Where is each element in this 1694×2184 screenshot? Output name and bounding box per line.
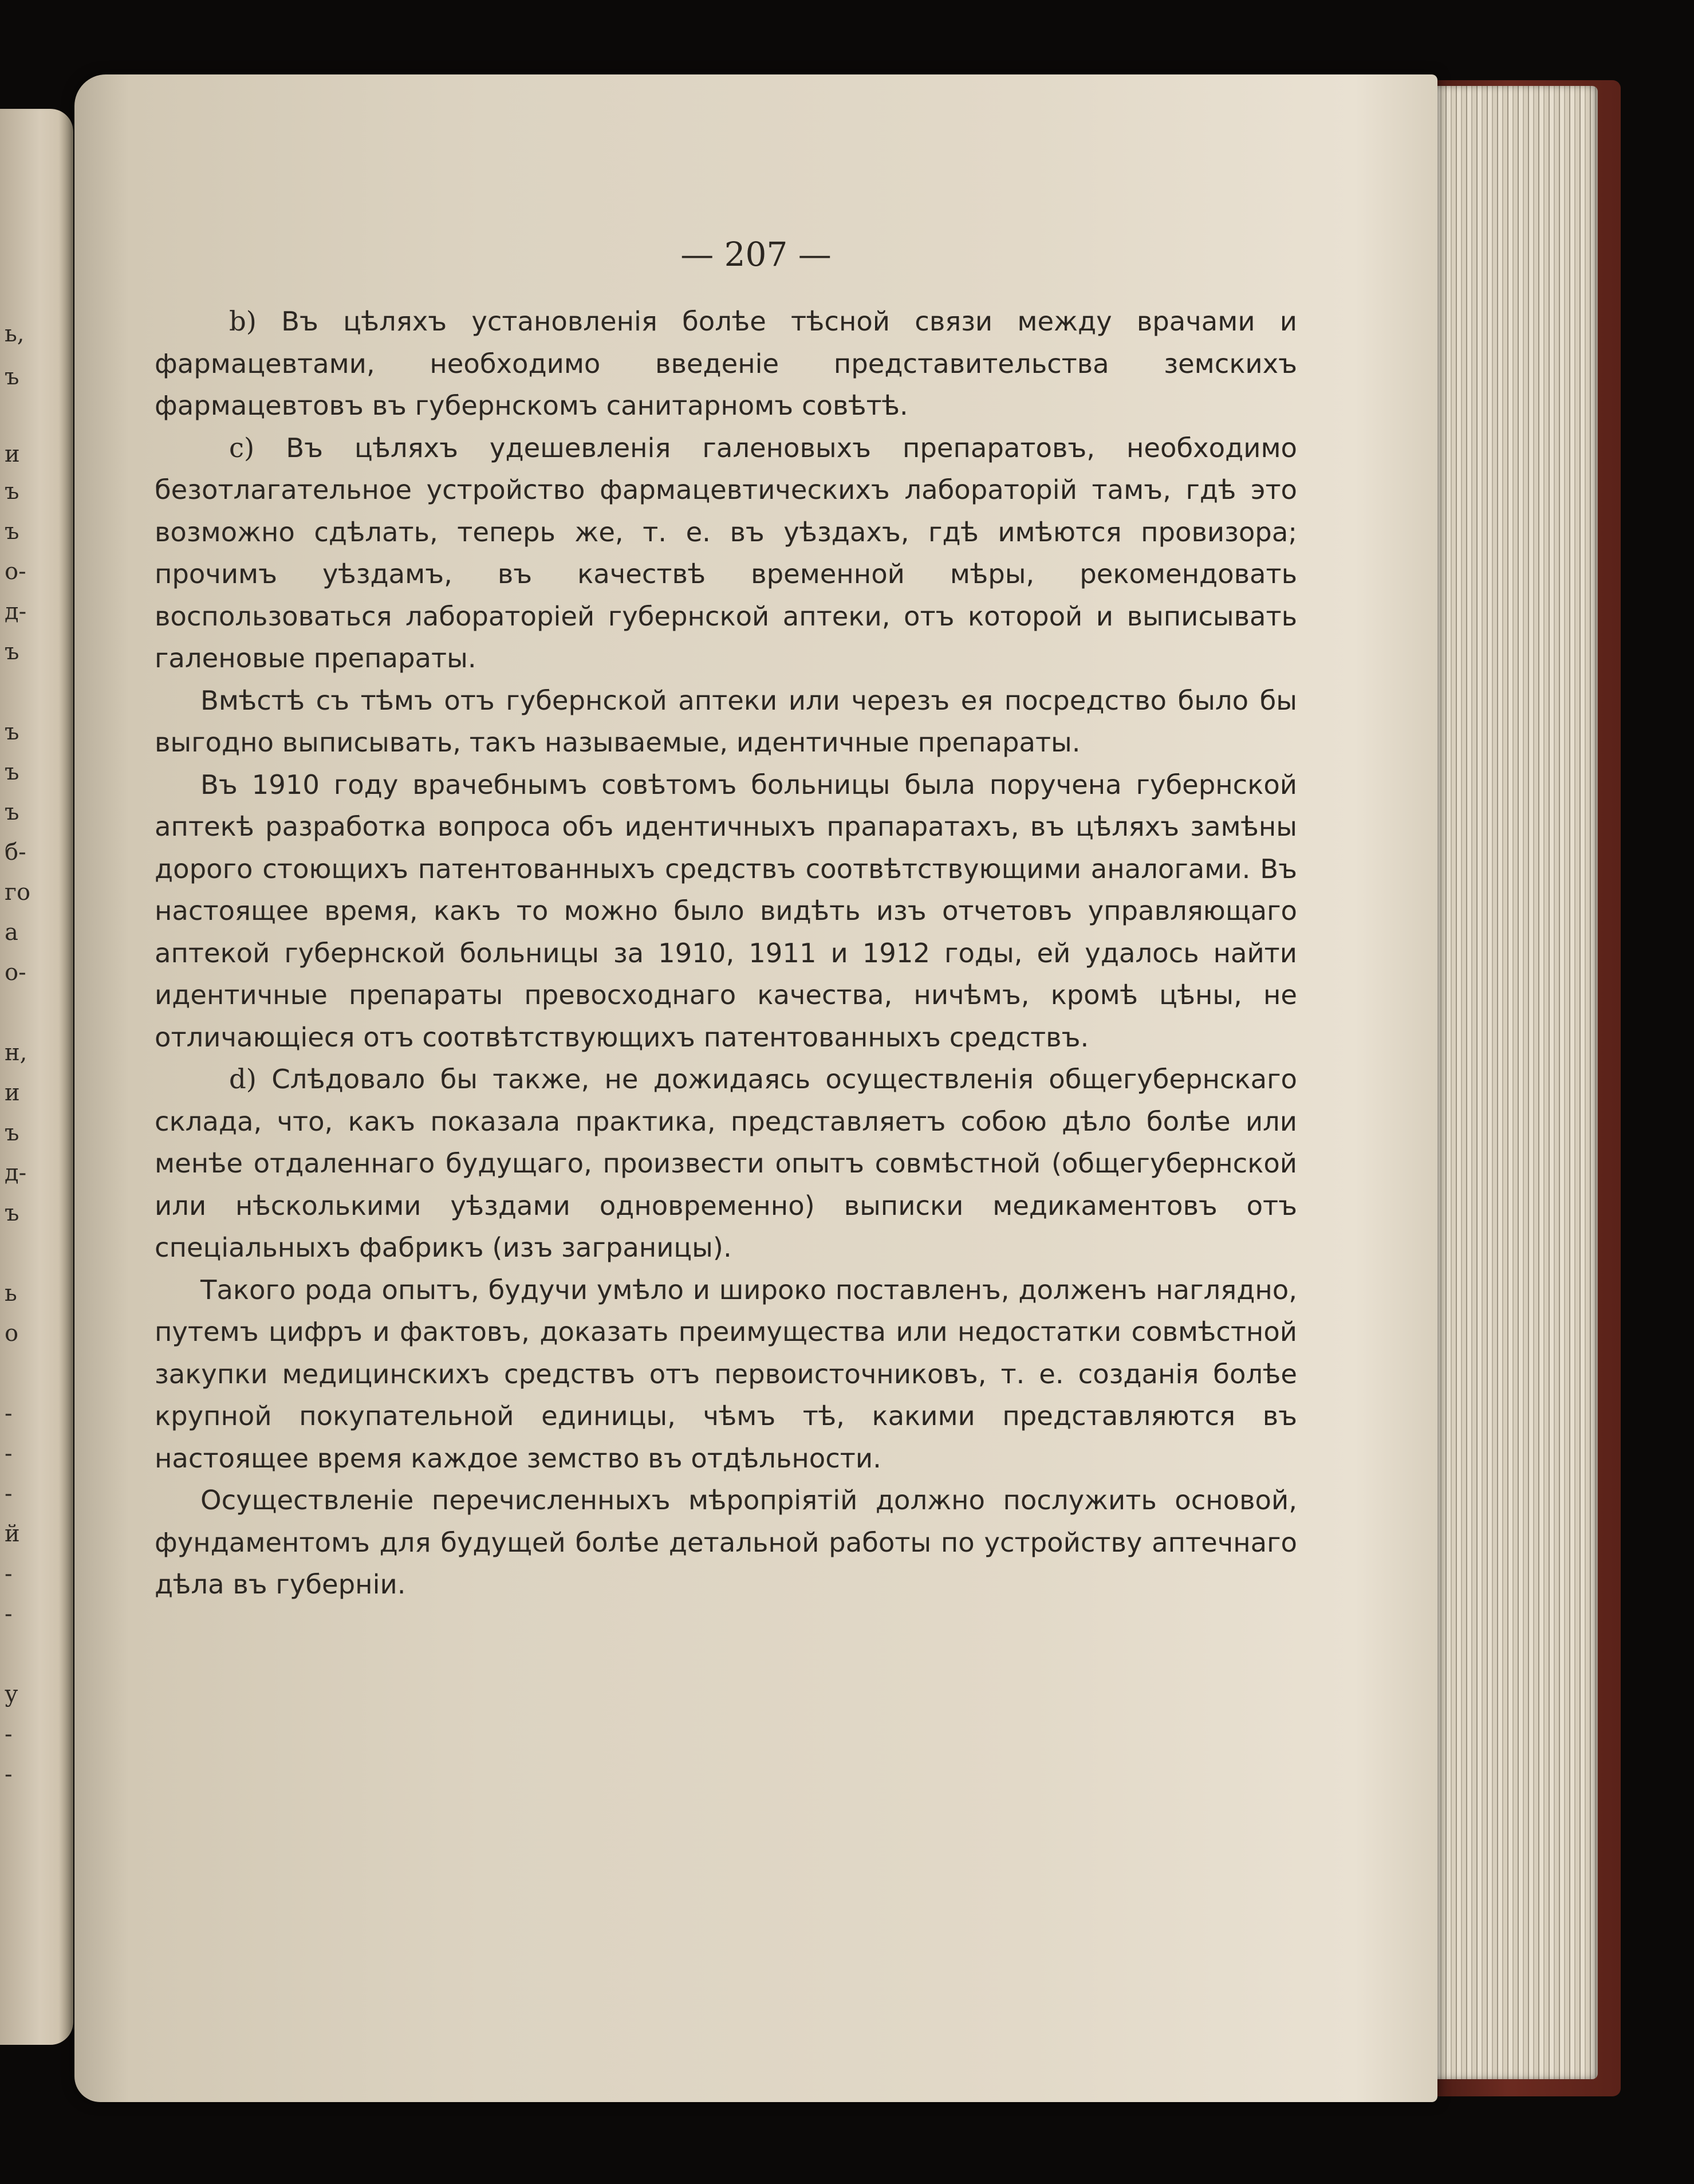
left-facing-page	[0, 109, 73, 2045]
left-page-fragment: у	[5, 1681, 18, 1707]
page-edges	[1426, 86, 1598, 2079]
left-page-fragment: д-	[5, 599, 27, 625]
left-page-fragment: -	[5, 1441, 13, 1467]
paragraph-text: Въ 1910 году врачебнымъ совѣтомъ больницы была поручена губернской аптекѣ разработка вопроса объ идентичныхъ прапаратахъ, въ цѣляхъ замѣны дорого стоющихъ патентованныхъ средствъ соотвѣтствующими аналогами. Въ настоящее время, какъ то можно было видѣть изъ отчетовъ управляющаго аптекой губернской больницы за 1910, 1911 и 1912 годы, ей удалось найти идентичные препараты превосходнаго качества, ничѣмъ, кромѣ цѣны, не отличающіеся отъ соотвѣтствующихъ патентованныхъ средствъ.	[155, 769, 1297, 1053]
paragraph	[155, 1479, 1297, 1606]
left-page-fragment: ъ	[5, 1200, 19, 1226]
left-page-fragment: ъ	[5, 639, 19, 665]
left-page-fragment: ь,	[5, 321, 25, 347]
page-number-header: — 207 —	[680, 235, 832, 274]
paragraph	[155, 1269, 1297, 1480]
paragraph-c	[155, 427, 1297, 680]
left-page-fragment: и	[5, 441, 20, 467]
book-page	[74, 74, 1437, 2102]
left-page-fragment: го	[5, 879, 31, 906]
left-page-fragment: ъ	[5, 518, 19, 545]
left-page-fragment: ь	[5, 1280, 17, 1307]
left-page-fragment: б-	[5, 839, 26, 865]
left-page-fragment: -	[5, 1481, 13, 1507]
left-page-fragment: и	[5, 1080, 20, 1106]
left-page-fragment: ъ	[5, 759, 19, 785]
left-page-fragment: -	[5, 1561, 13, 1587]
list-marker: c)	[229, 432, 255, 463]
paragraph-text: Слѣдовало бы также, не дожидаясь осуществленія общегубернскаго склада, что, какъ показала практика, представляетъ собою дѣло болѣе или менѣе отдаленнаго будущаго, произвести опытъ совмѣстной (общегубернской или нѣсколькими уѣздами одновременно) выписки медикаментовъ отъ спеціальныхъ фабрикъ (изъ заграницы).	[155, 1064, 1298, 1263]
left-page-fragment: н,	[5, 1040, 27, 1066]
left-page-fragment: -	[5, 1761, 13, 1788]
left-page-fragment: о	[5, 1320, 19, 1347]
left-page-fragment: о-	[5, 959, 26, 986]
paragraph-b	[155, 301, 1297, 427]
left-page-fragment: ъ	[5, 1120, 19, 1146]
paragraph-d	[155, 1058, 1297, 1269]
list-marker: b)	[229, 306, 257, 337]
paragraph-text: Въ цѣляхъ удешевленія галеновыхъ препаратовъ, необходимо безотлагательное устройство фармацевтическихъ лабораторій тамъ, гдѣ это возможно сдѣлать, теперь же, т. е. въ уѣздахъ, гдѣ имѣются провизора; прочимъ уѣздамъ, въ качествѣ временной мѣры, рекомендовать воспользоваться лабораторіей губернской аптеки, отъ которой и выписывать галеновые препараты.	[155, 432, 1298, 674]
paragraph-text: Вмѣстѣ съ тѣмъ отъ губернской аптеки или черезъ ея посредство было бы выгодно выписывать, такъ называемые, идентичные препараты.	[155, 684, 1297, 758]
left-page-fragment: ъ	[5, 719, 19, 745]
list-marker: d)	[229, 1064, 257, 1095]
paragraph-text: Такого рода опытъ, будучи умѣло и широко поставленъ, долженъ наглядно, путемъ цифръ и фактовъ, доказать преимущества или недостатки совмѣстной закупки медицинскихъ средствъ отъ первоисточниковъ, т. е. созданія болѣе крупной покупательной единицы, чѣмъ тѣ, какими представляются въ настоящее время каждое земство въ отдѣльности.	[155, 1274, 1297, 1474]
paragraph	[155, 764, 1297, 1059]
left-page-fragment: -	[5, 1601, 13, 1627]
left-page-fragment: -	[5, 1721, 13, 1748]
paragraph-text: Въ цѣляхъ установленія болѣе тѣсной связи между врачами и фармацевтами, необходимо введеніе представительства земскихъ фармацевтовъ въ губернскомъ санитарномъ совѣтѣ.	[155, 306, 1297, 421]
left-page-fragment: й	[5, 1521, 20, 1547]
left-page-fragment: о-	[5, 558, 26, 585]
left-page-fragment: д-	[5, 1160, 27, 1186]
paragraph	[155, 680, 1297, 764]
left-page-fragment: а	[5, 919, 18, 946]
left-page-fragment: ъ	[5, 478, 19, 505]
left-page-fragment: ъ	[5, 364, 19, 390]
left-page-fragment: -	[5, 1400, 13, 1427]
left-page-fragment: ъ	[5, 799, 19, 825]
body-text	[155, 301, 1297, 1606]
paragraph-text: Осуществленіе перечисленныхъ мѣропріятій должно послужить основой, фундаментомъ для будущей болѣе детальной работы по устройству аптечнаго дѣла въ губерніи.	[155, 1485, 1297, 1600]
